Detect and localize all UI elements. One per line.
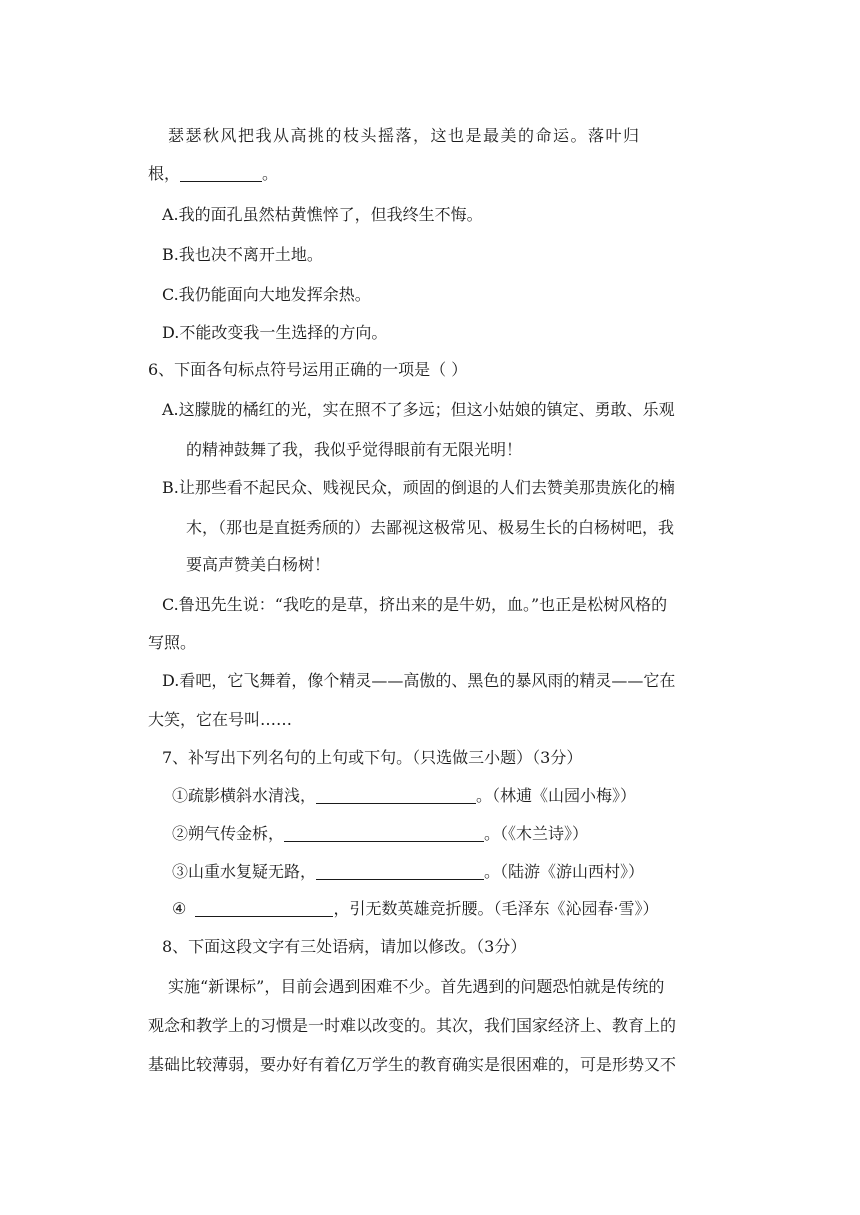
q5-option-d: D.不能改变我一生选择的方向。 [162, 323, 388, 342]
q5-option-b: B.我也决不离开土地。 [162, 245, 323, 264]
q6-option-b-line-1: B.让那些看不起民众、贱视民众，顽固的倒退的人们去赞美那贵族化的楠 [162, 478, 675, 497]
q7-item-3-blank[interactable] [316, 863, 484, 880]
q7-item-2-prefix: ②朔气传金柝， [172, 824, 285, 843]
q7-item-1 [172, 785, 636, 807]
q6-option-d-line-1: D.看吧，它飞舞着，像个精灵——高傲的、黑色的暴风雨的精灵——它在 [162, 671, 676, 690]
q7-item-2-suffix: 。（《木兰诗》） [484, 824, 589, 843]
q6-option-c-line-2: 写照。 [148, 633, 197, 652]
q5-option-a: A.我的面孔虽然枯黄憔悴了，但我终生不悔。 [162, 205, 483, 224]
q7-item-1-suffix: 。（林逋《山园小梅》） [476, 786, 637, 805]
q7-item-3-prefix: ③山重水复疑无路， [172, 862, 317, 881]
q7-item-3 [172, 861, 644, 883]
q7-item-1-prefix: ①疏影横斜水清浅， [172, 786, 317, 805]
q6-option-d-line-2: 大笑，它在号叫…… [148, 710, 293, 729]
q7-item-1-blank[interactable] [316, 787, 476, 804]
q6-stem: 6、下面各句标点符号运用正确的一项是（ ） [148, 360, 468, 379]
q8-stem: 8、下面这段文字有三处语病，请加以修改。（3分） [162, 937, 527, 956]
q7-item-4-prefix: ④ [172, 899, 192, 918]
q7-item-4 [172, 898, 659, 920]
q5-option-c: C.我仍能面向大地发挥余热。 [162, 285, 371, 304]
q8-paragraph-line-1: 实施“新课标”，目前会遇到困难不少。首先遇到的问题恐怕就是传统的 [168, 977, 665, 996]
q6-option-a-line-2: 的精神鼓舞了我，我似乎觉得眼前有无限光明！ [186, 440, 523, 459]
passage-line-2-start: 根， [148, 164, 181, 183]
q7-item-2 [172, 823, 588, 845]
q6-option-a-line-1: A.这朦胧的橘红的光，实在照不了多远；但这小姑娘的镇定、勇敢、乐观 [162, 400, 675, 419]
passage-line-2-end: 。 [262, 164, 279, 183]
answer-blank[interactable] [180, 165, 262, 182]
q6-option-b-line-2: 木，（那也是直挺秀颀的）去鄙视这极常见、极易生长的白杨树吧，我 [186, 518, 675, 537]
q8-paragraph-line-3: 基础比较薄弱，要办好有着亿万学生的教育确实是很困难的，可是形势又不 [148, 1055, 677, 1074]
q7-item-2-blank[interactable] [284, 825, 484, 842]
passage-line-1: 瑟瑟秋风把我从高挑的枝头摇落，这也是最美的命运。落叶归 [168, 126, 641, 145]
q8-paragraph-line-2: 观念和教学上的习惯是一时难以改变的。其次，我们国家经济上、教育上的 [148, 1016, 677, 1035]
q7-stem: 7、补写出下列名句的上句或下句。（只选做三小题）（3分） [162, 748, 583, 767]
q6-option-b-line-3: 要高声赞美白杨树！ [186, 555, 331, 574]
q6-option-c-line-1: C.鲁迅先生说：“我吃的是草，挤出来的是牛奶，血。”也正是松树风格的 [162, 595, 668, 614]
q7-item-4-suffix: ，引无数英雄竞折腰。（毛泽东《沁园春·雪》） [333, 899, 659, 918]
passage-line-2 [148, 163, 278, 185]
q7-item-4-blank[interactable] [195, 900, 333, 917]
q7-item-3-suffix: 。（陆游《游山西村》） [484, 862, 645, 881]
